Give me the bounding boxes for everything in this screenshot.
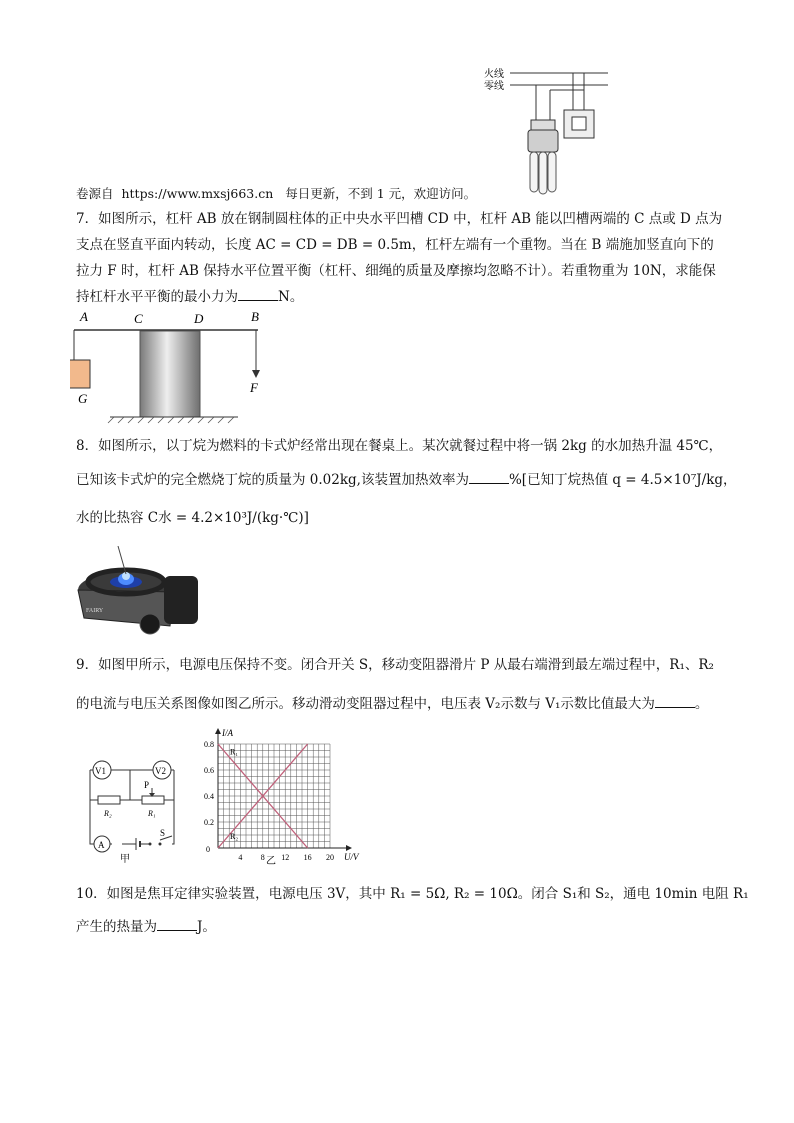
y-tick-label: 0.4 (204, 792, 214, 801)
lever-diagram (70, 308, 270, 428)
y-axis-arrow (215, 728, 221, 734)
point-d-label: D (194, 311, 204, 326)
source-note: 每日更新，不到 1 元，欢迎访问。 (285, 186, 477, 201)
q8-line-2-tail: %[已知丁烷热值 q = 4.5×10⁷J/kg， (508, 472, 737, 488)
q8-line-1: 8．如图所示，以丁烷为燃料的卡式炉经常出现在餐桌上。某次就餐过程中将一锅 2kg 的水加热升温 45℃， (76, 438, 723, 454)
resistor-r1 (142, 796, 164, 804)
q7-line-1: 7．如图所示，杠杆 AB 放在钢制圆柱体的正中央水平凹槽 CD 中，杠杆 AB 能以凹槽两端的 C 点或 D 点为 (76, 211, 723, 227)
q8-line-2-text: 已知该卡式炉的完全燃烧丁烷的质量为 0.02kg,该装置加热效率为 (76, 472, 469, 488)
q7-line-4-unit: N。 (278, 289, 304, 305)
q8-line-2 (76, 470, 737, 490)
y-tick-label: 0.2 (204, 818, 214, 827)
household-circuit-diagram (478, 60, 618, 198)
x-axis-arrow (346, 845, 352, 851)
graph-caption-yi: 乙 (266, 856, 276, 867)
ammeter-label: A (98, 840, 105, 850)
q9-line-1: 9．如图甲所示，电源电压保持不变。闭合开关 S，移动变阻器滑片 P 从最右端滑到最左端过程中，R₁、R₂ (76, 657, 714, 673)
x-tick-label: 20 (326, 853, 334, 862)
energy-saving-bulb (530, 152, 538, 192)
circuit-diagram-jia (76, 756, 196, 868)
resistor-r1-label: R₁ (148, 809, 156, 818)
q7-answer-blank[interactable] (238, 288, 278, 301)
slider-p-label: P (144, 780, 150, 790)
origin-label: 0 (206, 845, 210, 854)
point-b-label: B (251, 309, 259, 324)
y-axis-label: I/A (222, 728, 233, 738)
resistor-r2 (98, 796, 120, 804)
y-tick-label: 0.6 (204, 766, 214, 775)
point-a-label: A (80, 309, 88, 324)
q9-answer-blank[interactable] (655, 695, 695, 708)
x-tick-label: 16 (303, 853, 312, 862)
q7-line-4-text: 持杠杆水平平衡的最小力为 (76, 289, 238, 305)
q7-line-3: 拉力 F 时，杠杆 AB 保持水平位置平衡（杠杆、细绳的质量及摩擦均忽略不计）。若重物重为 10N，求能保 (76, 263, 716, 279)
series-label-1: R₁ (230, 747, 239, 757)
live-wire-label: 火线 (484, 69, 504, 80)
steel-cylinder (140, 331, 200, 417)
voltmeter-v1-label: V1 (95, 766, 106, 776)
cassette-stove-photo (74, 546, 204, 638)
q8-answer-blank[interactable] (469, 471, 509, 484)
iu-graph-yi (196, 728, 360, 868)
q10-line-1: 10．如图是焦耳定律实验装置，电源电压 3V，其中 R₁ = 5Ω, R₂ = 10Ω。闭合 S₁和 S₂，通电 10min 电阻 R₁ (76, 886, 749, 902)
q7-line-2: 支点在竖直平面内转动，长度 AC = CD = DB = 0.5m，杠杆左端有一个重物。当在 B 端施加竖直向下的 (76, 237, 714, 253)
force-label: F (250, 380, 258, 395)
q9-line-2-text: 的电流与电压关系图像如图乙所示。移动滑动变阻器过程中，电压表 V₂示数与 V₁示数比值最大为 (76, 696, 655, 712)
voltmeter-v2-label: V2 (155, 766, 166, 776)
point-c-label: C (134, 311, 143, 326)
weight-label: G (78, 391, 88, 406)
x-tick-label: 8 (260, 853, 265, 862)
neutral-wire-label: 零线 (484, 81, 504, 92)
stove-brand: FAIRY (86, 608, 104, 614)
switch-s-label: S (160, 828, 166, 838)
series-label-2: R₂ (230, 832, 239, 841)
q10-line-2-unit: J。 (197, 919, 216, 935)
source-line (76, 184, 476, 204)
x-axis-label: U/V (344, 852, 359, 862)
x-tick-label: 12 (281, 853, 290, 862)
circuit-caption-jia: 甲 (120, 854, 130, 865)
q9-line-2 (76, 694, 708, 714)
y-tick-label: 0.8 (204, 740, 214, 749)
weight-block (70, 360, 90, 388)
q9-line-2-tail: 。 (694, 696, 709, 712)
x-tick-label: 4 (238, 853, 243, 862)
q8-line-3: 水的比热容 C水 = 4.2×10³J/(kg·℃)] (76, 510, 309, 526)
resistor-r2-label: R₂ (104, 809, 112, 818)
q10-answer-blank[interactable] (157, 918, 197, 931)
q10-line-2-text: 产生的热量为 (76, 919, 157, 935)
q10-line-2 (76, 917, 216, 937)
source-url[interactable]: https://www.mxsj663.cn (121, 186, 274, 201)
q7-line-4 (76, 287, 303, 307)
source-prefix: 卷源自 (76, 186, 114, 201)
